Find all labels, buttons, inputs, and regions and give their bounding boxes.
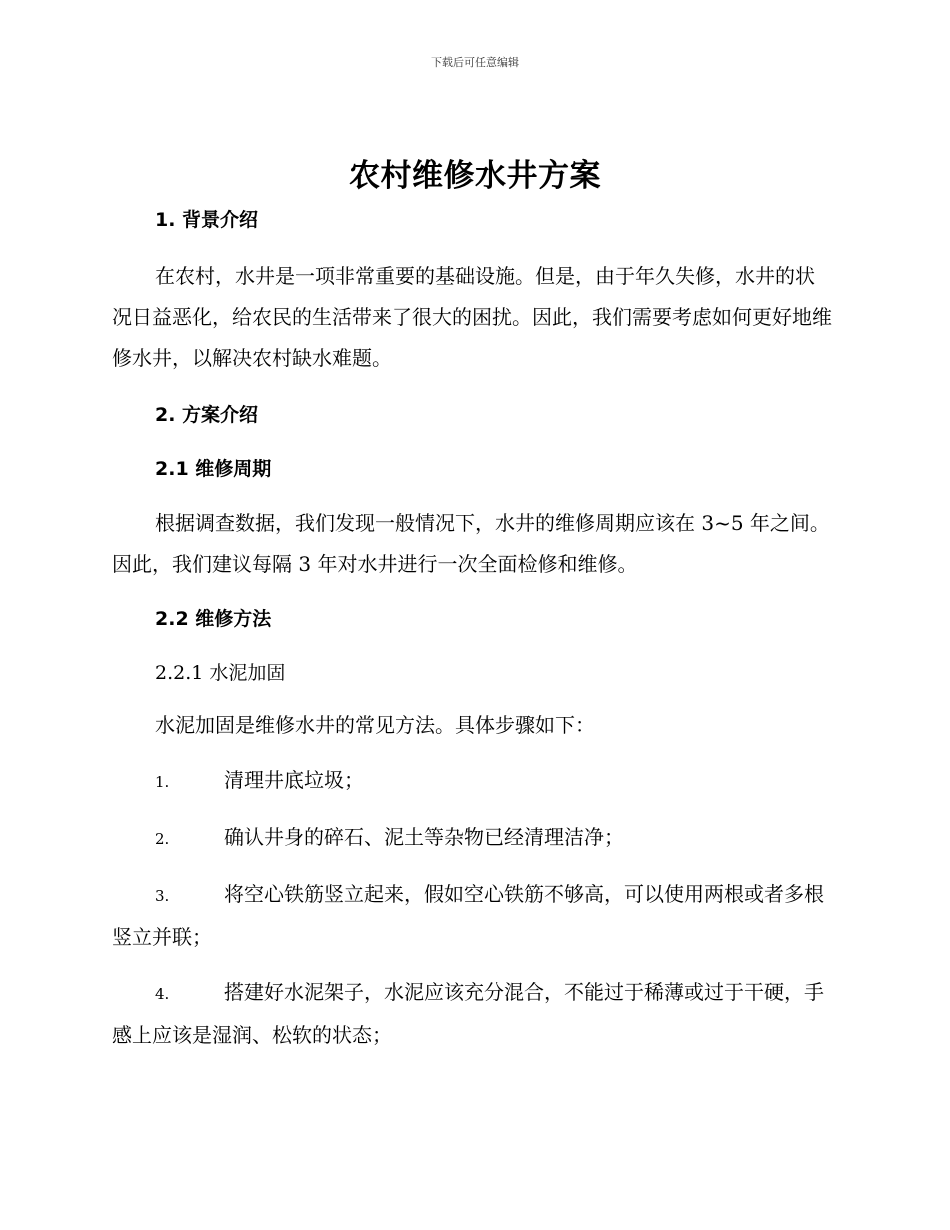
document-title: 农村维修水井方案 (349, 158, 601, 194)
paragraph-background: 在农村，水井是一项非常重要的基础设施。但是，由于年久失修，水井的状况日益恶化，给农民的生活带来了很大的困扰。因此，我们需要考虑如何更好地维修水井，以解决农村缺水难题。 (112, 264, 832, 370)
list-number: 3. (155, 887, 170, 905)
list-text: 搭建好水泥架子，水泥应该充分混合，不能过于稀薄或过于干硬，手感上应该是湿润、松软的状态； (112, 980, 824, 1047)
list-text: 确认井身的碎石、泥土等杂物已经清理洁净； (224, 825, 624, 849)
list-number: 2. (155, 830, 170, 848)
paragraph-method-intro: 水泥加固是维修水井的常见方法。具体步骤如下： (155, 713, 595, 737)
section-heading-2-2-1: 2.2.1 水泥加固 (155, 662, 286, 684)
section-heading-2: 2. 方案介绍 (155, 404, 259, 426)
list-text: 清理井底垃圾； (224, 768, 364, 792)
list-text: 将空心铁筋竖立起来，假如空心铁筋不够高，可以使用两根或者多根竖立并联； (112, 882, 824, 949)
list-number: 1. (155, 773, 170, 791)
section-heading-1: 1. 背景介绍 (155, 209, 259, 231)
document-body (112, 200, 832, 1056)
list-number: 4. (155, 985, 170, 1003)
section-heading-2-2: 2.2 维修方法 (155, 608, 272, 630)
paragraph-cycle: 根据调查数据，我们发现一般情况下，水井的维修周期应该在 3~5 年之间。因此，我们建议每隔 3 年对水井进行一次全面检修和维修。 (112, 511, 830, 576)
header-note: 下载后可任意编辑 (431, 56, 519, 69)
section-heading-2-1: 2.1 维修周期 (155, 458, 272, 480)
list-item (112, 874, 832, 958)
list-item (112, 760, 832, 803)
list-item (112, 817, 832, 860)
list-item (112, 972, 832, 1056)
